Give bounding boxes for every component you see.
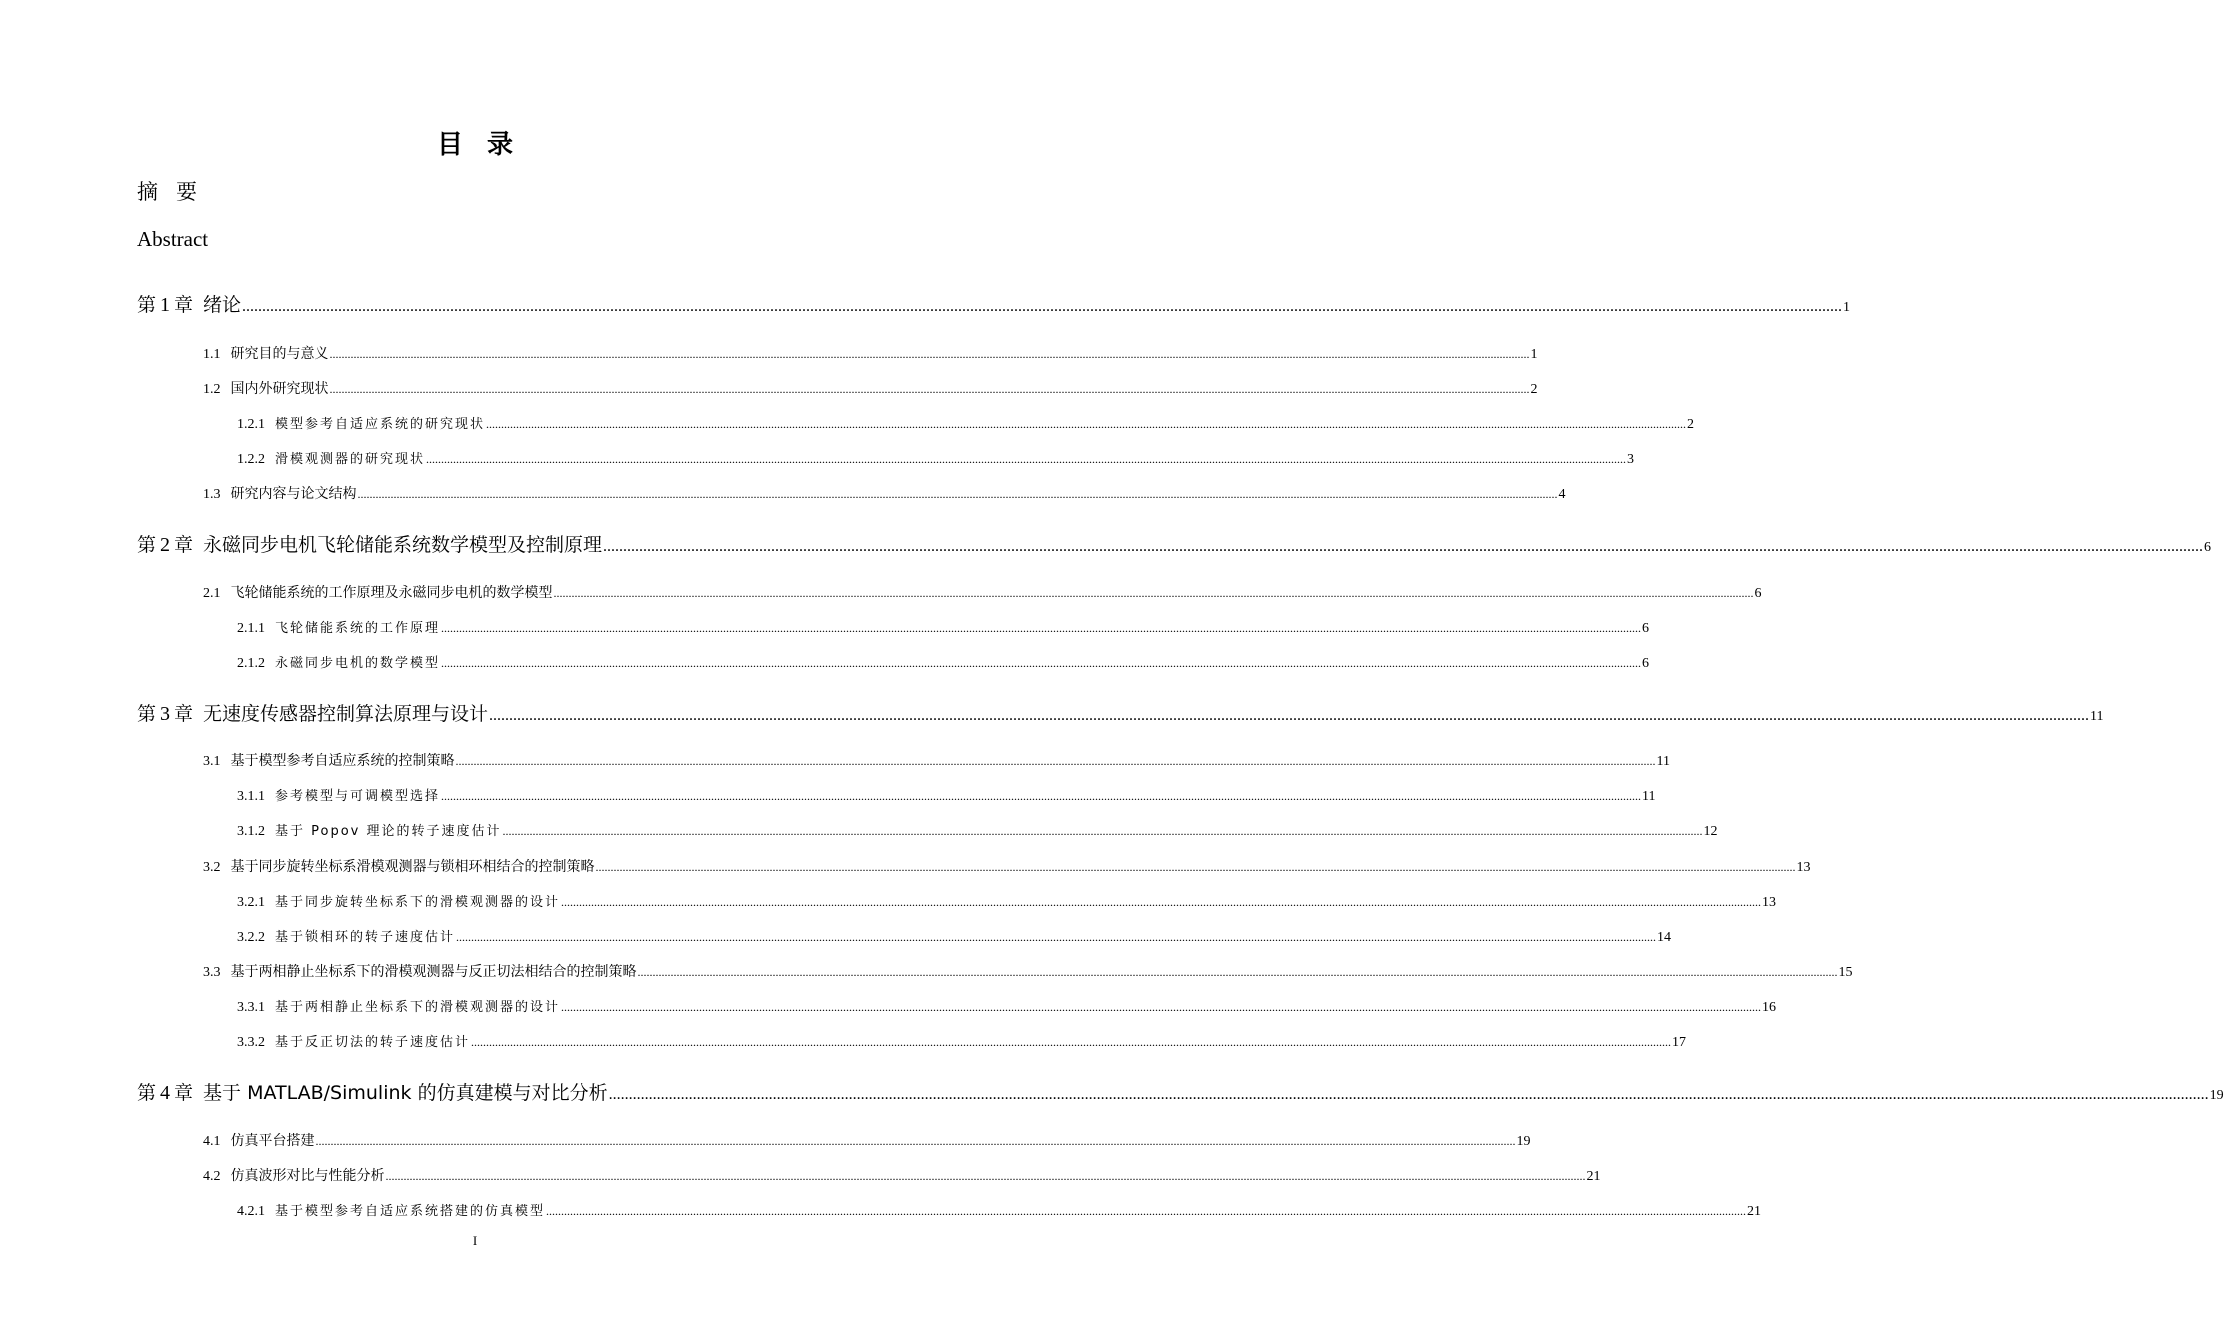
toc-entry-number: 1.2	[203, 382, 221, 397]
dot-leader: ................................................................................................................................................................................................................................................................................................................................................................................................................	[489, 707, 2090, 724]
toc-entry-number: 2.1	[203, 586, 221, 601]
toc-entry-number	[137, 1078, 193, 1105]
toc-entry-page: 11	[1642, 789, 1656, 804]
toc-entry-page: 2	[1687, 417, 1695, 432]
toc-entry-page: 6	[2204, 540, 2212, 555]
toc-entry-title: 无速度传感器控制算法原理与设计	[203, 703, 489, 725]
dot-leader: ................................................................................................................................................................................................................................................................................................................................................................................................................	[603, 538, 2204, 555]
toc-entry-page: 21	[1747, 1204, 1762, 1219]
toc-entry-page: 16	[1762, 1000, 1777, 1015]
toc-entry-title: 仿真平台搭建	[230, 1133, 315, 1149]
toc-entry-title: 基于模型参考自适应系统的控制策略	[230, 753, 455, 769]
toc-entry-level3[interactable]	[237, 413, 1695, 433]
toc-entry-level2[interactable]	[203, 343, 1538, 363]
toc-entry-level2[interactable]	[203, 378, 1538, 398]
toc-entry-title: 基于同步旋转坐标系滑模观测器与锁相环相结合的控制策略	[230, 859, 595, 875]
toc-entry-page: 12	[1703, 824, 1718, 839]
toc-entry-title: 飞轮储能系统的工作原理	[275, 621, 441, 636]
dot-leader: ................................................................................................................................................................................................................................................................................................................................................................................................................	[315, 1134, 1516, 1148]
toc-entry-number	[137, 530, 193, 557]
chapter-prefix: 第	[137, 534, 157, 556]
toc-entry-page: 13	[1796, 860, 1811, 875]
page-number: I	[472, 1233, 478, 1248]
toc-entry-title: 滑模观测器的研究现状	[275, 452, 426, 467]
chapter-number: 2	[160, 534, 171, 556]
toc-entry-number: 3.3.2	[237, 1035, 265, 1050]
chapter-number: 3	[160, 703, 171, 725]
toc-entry-level3[interactable]	[237, 785, 1656, 805]
toc-entry-page: 1	[1843, 300, 1851, 315]
dot-leader: ................................................................................................................................................................................................................................................................................................................................................................................................................	[441, 789, 1642, 803]
dot-leader: ................................................................................................................................................................................................................................................................................................................................................................................................................	[502, 824, 1703, 838]
chapter-suffix: 章	[174, 703, 194, 725]
toc-entry-title: 基于两相静止坐标系下的滑模观测器的设计	[275, 1000, 561, 1015]
dot-leader: ................................................................................................................................................................................................................................................................................................................................................................................................................	[546, 1204, 1747, 1218]
chapter-prefix: 第	[137, 294, 157, 316]
toc-entry-title: 基于模型参考自适应系统搭建的仿真模型	[275, 1204, 546, 1219]
dot-leader: ................................................................................................................................................................................................................................................................................................................................................................................................................	[471, 1035, 1672, 1049]
dot-leader: ................................................................................................................................................................................................................................................................................................................................................................................................................	[385, 1169, 1586, 1183]
toc-entry-page: 21	[1586, 1169, 1601, 1184]
toc-entry-title: 参考模型与可调模型选择	[275, 789, 441, 804]
dot-leader: ................................................................................................................................................................................................................................................................................................................................................................................................................	[329, 382, 1530, 396]
dot-leader: ................................................................................................................................................................................................................................................................................................................................................................................................................	[637, 965, 1838, 979]
toc-entry-level1[interactable]	[137, 530, 2212, 557]
toc-entry-page: 11	[1656, 754, 1670, 769]
toc-entry-number: 1.2.1	[237, 417, 265, 432]
dot-leader: ................................................................................................................................................................................................................................................................................................................................................................................................................	[553, 586, 1754, 600]
toc-entry-number: 3.2.2	[237, 930, 265, 945]
toc-entry-page: 6	[1642, 621, 1650, 636]
toc-entry-level2[interactable]	[203, 582, 1762, 602]
chapter-prefix: 第	[137, 703, 157, 725]
dot-leader: ................................................................................................................................................................................................................................................................................................................................................................................................................	[357, 487, 1558, 501]
toc-entry-number: 4.1	[203, 1134, 221, 1149]
toc-entry-level3[interactable]	[237, 448, 1635, 468]
toc-entry-level2[interactable]	[203, 856, 1811, 876]
dot-leader: ................................................................................................................................................................................................................................................................................................................................................................................................................	[486, 417, 1687, 431]
toc-entry-level3[interactable]	[237, 926, 1672, 946]
dot-leader: ................................................................................................................................................................................................................................................................................................................................................................................................................	[329, 347, 1530, 361]
toc-entry-number: 1.1	[203, 347, 221, 362]
toc-entry-title: 基于反正切法的转子速度估计	[275, 1035, 471, 1050]
toc-entry-number: 2.1.1	[237, 621, 265, 636]
toc-entry-title: 基于 MATLAB/Simulink 的仿真建模与对比分析	[203, 1082, 608, 1104]
toc-entry-page: 19	[2209, 1088, 2224, 1103]
toc-entry-page: 17	[1672, 1035, 1687, 1050]
toc-entry-page: 19	[1516, 1134, 1531, 1149]
toc-entry-number: 4.2	[203, 1169, 221, 1184]
toc-entry-number: 3.2	[203, 860, 221, 875]
chapter-suffix: 章	[174, 534, 194, 556]
toc-entry-title: 绪论	[203, 294, 242, 316]
toc-entry-level3[interactable]	[237, 652, 1650, 672]
dot-leader: ................................................................................................................................................................................................................................................................................................................................................................................................................	[608, 1086, 2209, 1103]
toc-entry-title: 永磁同步电机的数学模型	[275, 656, 441, 671]
toc-entry-level3[interactable]	[237, 891, 1777, 911]
toc-entry-page: 2	[1530, 382, 1538, 397]
front-abstract-en[interactable]: Abstract	[137, 227, 209, 251]
toc-entry-level3[interactable]	[237, 1200, 1762, 1220]
dot-leader: ................................................................................................................................................................................................................................................................................................................................................................................................................	[561, 1000, 1762, 1014]
dot-leader: ................................................................................................................................................................................................................................................................................................................................................................................................................	[595, 860, 1796, 874]
chapter-number: 1	[160, 294, 171, 316]
chapter-number: 4	[160, 1082, 171, 1104]
dot-leader: ................................................................................................................................................................................................................................................................................................................................................................................................................	[441, 656, 1642, 670]
toc-entry-number: 1.3	[203, 487, 221, 502]
toc-entry-title: 仿真波形对比与性能分析	[230, 1168, 385, 1184]
toc-entry-title: 国内外研究现状	[230, 381, 329, 397]
chapter-suffix: 章	[174, 1082, 194, 1104]
chapter-suffix: 章	[174, 294, 194, 316]
toc-entry-level3[interactable]	[237, 617, 1650, 637]
toc-entry-level2[interactable]	[203, 1130, 1531, 1150]
toc-entry-number	[137, 699, 193, 726]
toc-entry-page: 6	[1642, 656, 1650, 671]
chapter-prefix: 第	[137, 1082, 157, 1104]
front-abstract-zh[interactable]: 摘要	[137, 180, 215, 204]
dot-leader: ................................................................................................................................................................................................................................................................................................................................................................................................................	[456, 930, 1657, 944]
toc-entry-page: 11	[2090, 709, 2104, 724]
toc-entry-level1[interactable]	[137, 699, 2104, 726]
dot-leader: ................................................................................................................................................................................................................................................................................................................................................................................................................	[426, 452, 1627, 466]
toc-entry-title: 基于锁相环的转子速度估计	[275, 930, 456, 945]
toc-entry-number: 3.1.2	[237, 824, 265, 839]
dot-leader: ................................................................................................................................................................................................................................................................................................................................................................................................................	[561, 895, 1762, 909]
toc-entry-level2[interactable]	[203, 961, 1853, 981]
toc-entry-level2[interactable]	[203, 1165, 1601, 1185]
toc-entry-page: 1	[1530, 347, 1538, 362]
toc-entry-page: 14	[1657, 930, 1672, 945]
toc-entry-level2[interactable]	[203, 483, 1566, 503]
toc-entry-number: 3.1	[203, 754, 221, 769]
dot-leader: ................................................................................................................................................................................................................................................................................................................................................................................................................	[441, 621, 1642, 635]
toc-entry-title: 永磁同步电机飞轮储能系统数学模型及控制原理	[203, 534, 603, 556]
toc-entry-level1[interactable]	[137, 290, 1851, 317]
toc-entry-level3[interactable]	[237, 996, 1777, 1016]
toc-entry-number: 4.2.1	[237, 1204, 265, 1219]
toc-entry-page: 6	[1754, 586, 1762, 601]
dot-leader: ................................................................................................................................................................................................................................................................................................................................................................................................................	[455, 754, 1656, 768]
toc-entry-title: 模型参考自适应系统的研究现状	[275, 417, 486, 432]
toc-heading: 目录	[436, 130, 537, 160]
toc-entry-number: 3.3.1	[237, 1000, 265, 1015]
dot-leader: ................................................................................................................................................................................................................................................................................................................................................................................................................	[242, 298, 1843, 315]
toc-entry-level1[interactable]	[137, 1078, 2224, 1105]
toc-entry-title: 研究内容与论文结构	[230, 486, 357, 502]
toc-entry-page: 13	[1762, 895, 1777, 910]
toc-entry-title: 基于同步旋转坐标系下的滑模观测器的设计	[275, 895, 561, 910]
toc-entry-page: 3	[1627, 452, 1635, 467]
toc-entry-title: 基于两相静止坐标系下的滑模观测器与反正切法相结合的控制策略	[230, 964, 637, 980]
toc-entry-number: 3.3	[203, 965, 221, 980]
toc-entry-number: 2.1.2	[237, 656, 265, 671]
toc-entry-number: 3.2.1	[237, 895, 265, 910]
toc-entry-title: 飞轮储能系统的工作原理及永磁同步电机的数学模型	[230, 585, 553, 601]
toc-entry-title: 研究目的与意义	[230, 346, 329, 362]
toc-entry-page: 15	[1838, 965, 1853, 980]
toc-entry-number	[137, 290, 193, 317]
toc-entry-level2[interactable]	[203, 750, 1670, 770]
toc-entry-level3[interactable]	[237, 1031, 1687, 1051]
toc-entry-title: 基于 Popov 理论的转子速度估计	[275, 824, 502, 839]
toc-entry-page: 4	[1558, 487, 1566, 502]
toc-entry-level3[interactable]	[237, 820, 1718, 840]
toc-entry-number: 3.1.1	[237, 789, 265, 804]
toc-entry-number: 1.2.2	[237, 452, 265, 467]
